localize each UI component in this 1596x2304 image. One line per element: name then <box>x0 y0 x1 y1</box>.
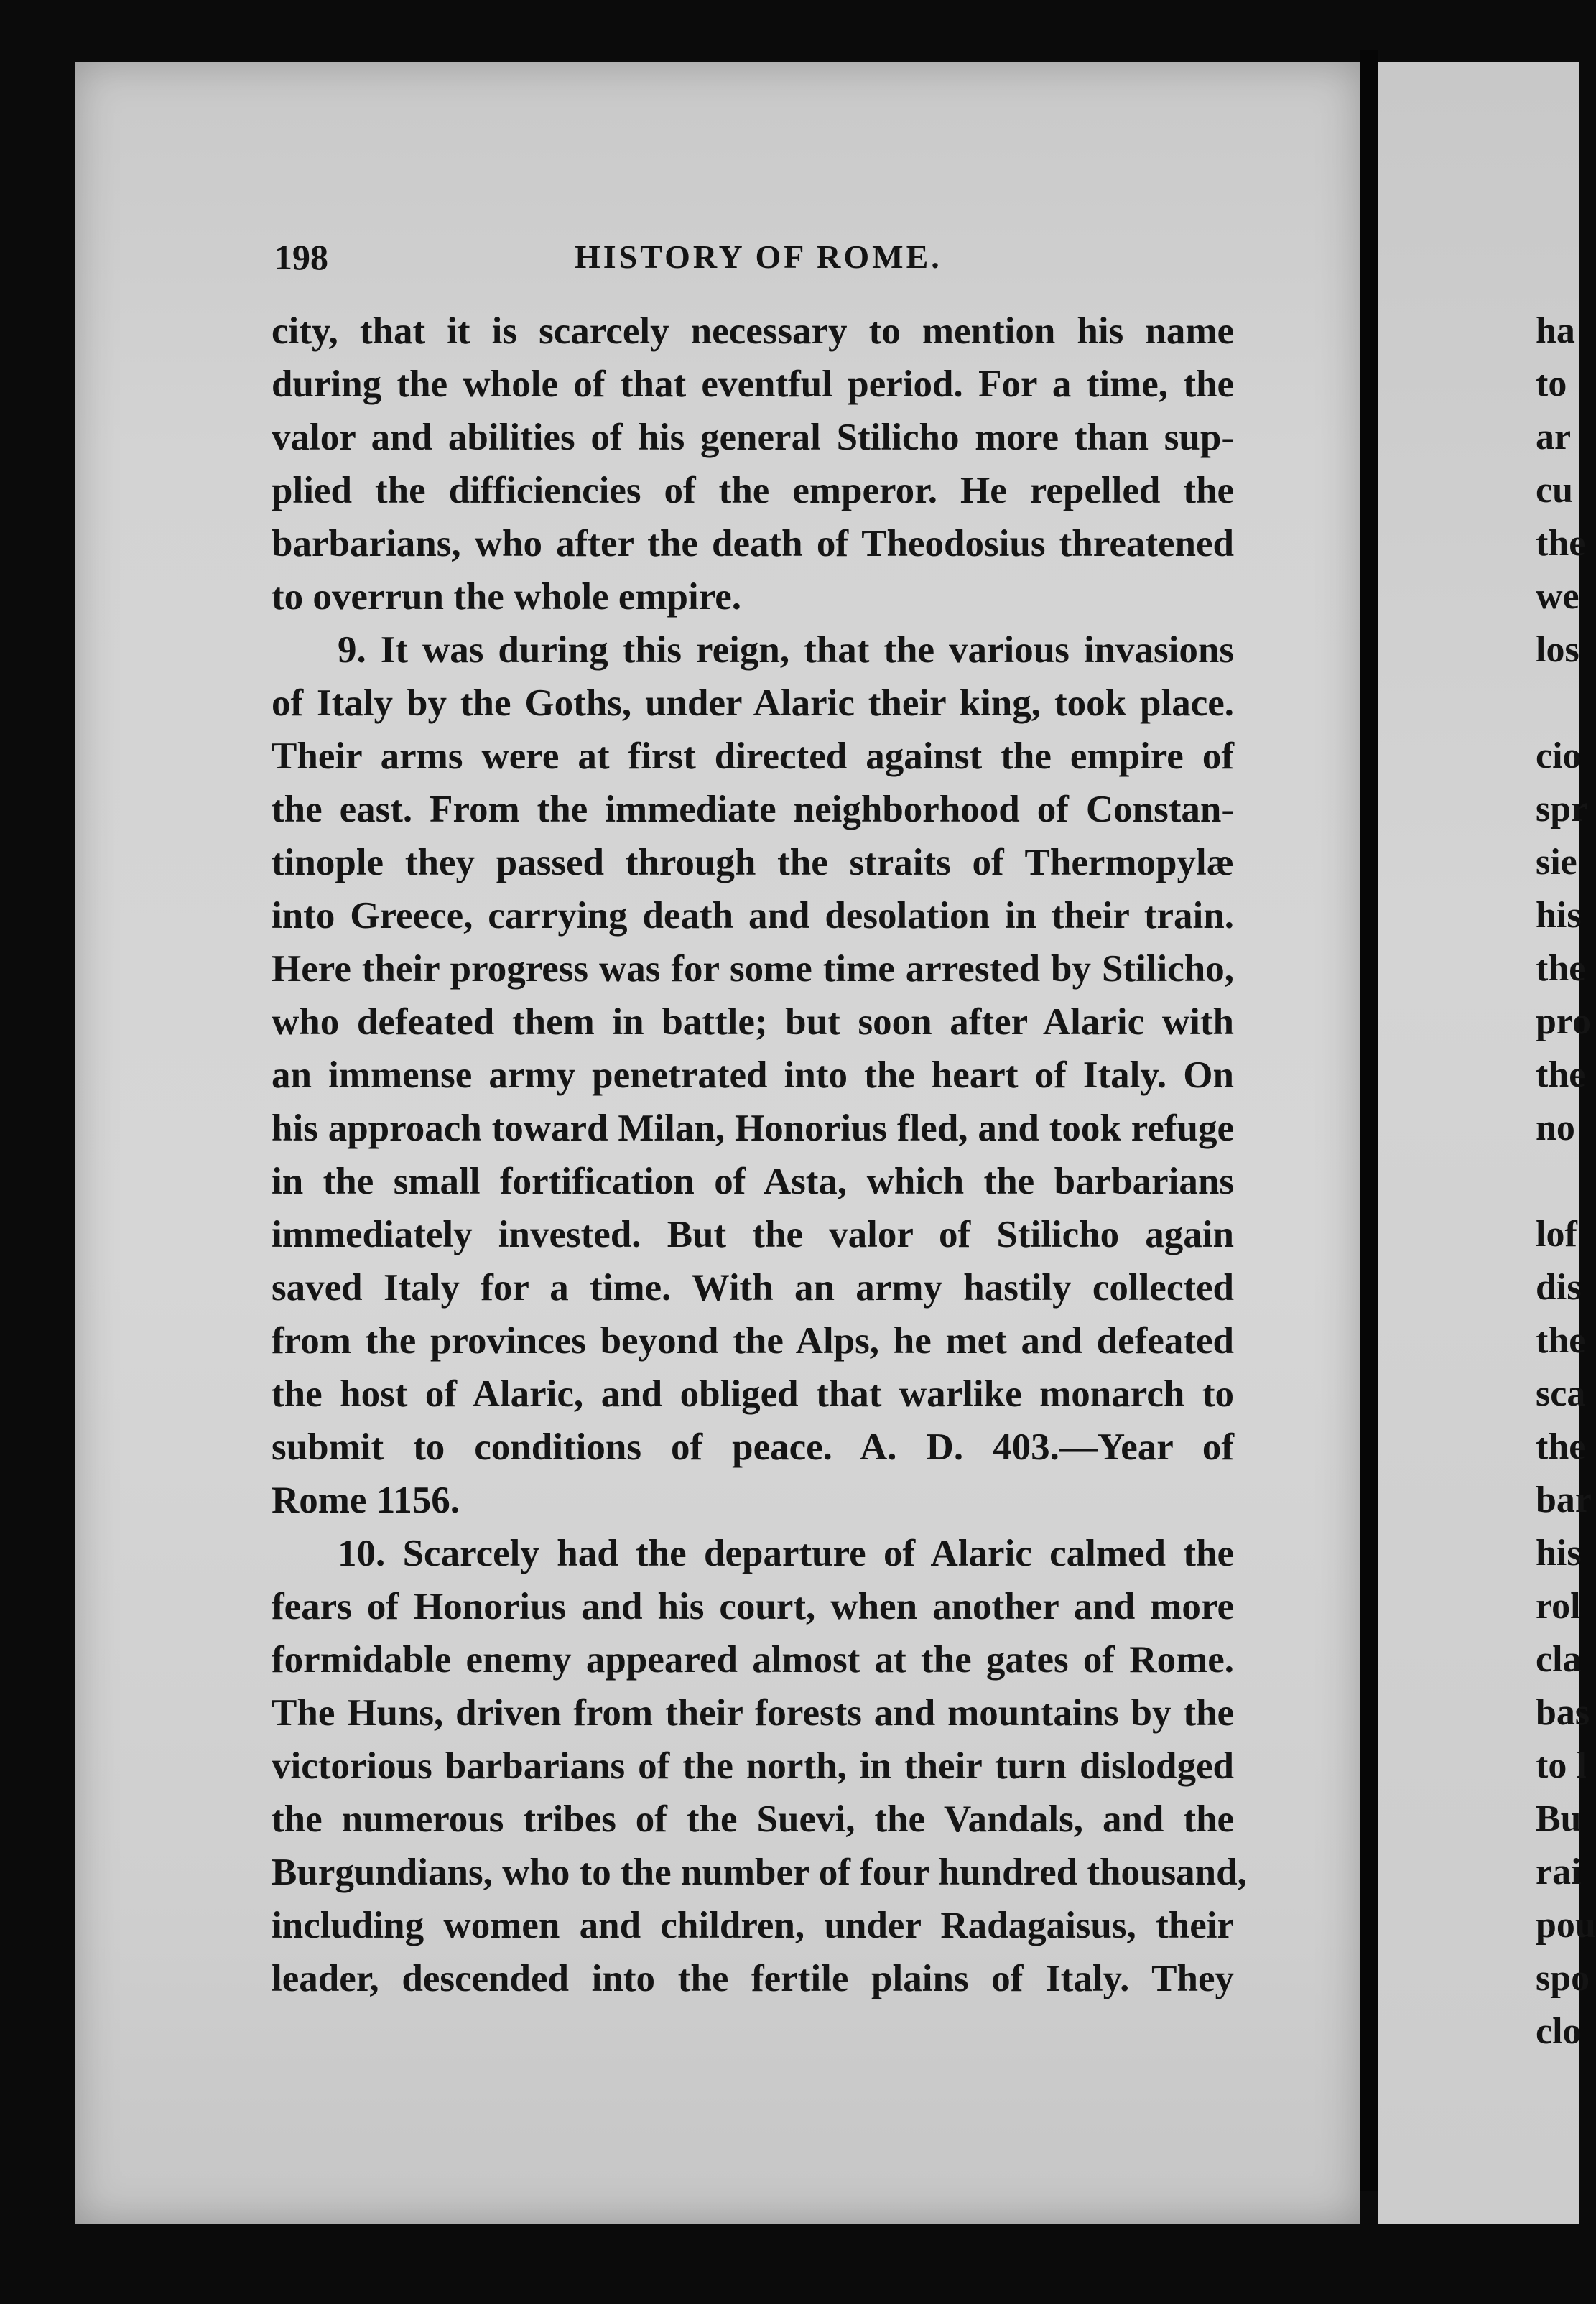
text-line: submit to conditions of peace. A. D. 403.—Year of <box>272 1426 1234 1468</box>
facing-page-fragments <box>1536 305 1596 2058</box>
facing-page-fragment: no <box>1536 1107 1575 1148</box>
facing-page-fragment: to <box>1536 363 1567 404</box>
text-line: his approach toward Milan, Honorius fled, and took refuge <box>272 1107 1234 1149</box>
text-line: who defeated them in battle; but soon after Alaric with <box>272 1001 1234 1043</box>
text-line: 9. It was during this reign, that the various invasions <box>338 629 1234 671</box>
text-line: The Huns, driven from their forests and mountains by the <box>272 1692 1234 1734</box>
text-line: victorious barbarians of the north, in their turn dislodged <box>272 1745 1234 1787</box>
running-title: HISTORY OF ROME. <box>575 238 942 275</box>
facing-page-fragment: the <box>1536 523 1586 564</box>
text-line: 10. Scarcely had the departure of Alaric calmed the <box>338 1533 1234 1574</box>
facing-page-fragment: cla <box>1536 1639 1582 1680</box>
facing-page-fragment <box>1536 1155 1579 1208</box>
text-line: fears of Honorius and his court, when another and more <box>272 1586 1234 1627</box>
text-line: in the small fortification of Asta, which the barbarians <box>272 1161 1234 1202</box>
facing-page-fragment: ar <box>1536 417 1572 457</box>
facing-page-fragment: ha <box>1536 310 1575 351</box>
facing-page-fragment: lof <box>1536 1214 1577 1255</box>
text-line: immediately invested. But the valor of Stilicho again <box>272 1214 1234 1255</box>
facing-page-fragment: spo <box>1536 1958 1590 1999</box>
text-line: city, that it is scarcely necessary to mention his name <box>272 310 1234 352</box>
text-line: to overrun the whole empire. <box>272 576 742 618</box>
book-gutter <box>1360 50 1378 2191</box>
text-line: an immense army penetrated into the heart of Italy. On <box>272 1054 1234 1096</box>
facing-page-fragment: cu <box>1536 470 1573 511</box>
facing-page-fragment: the <box>1536 948 1586 989</box>
text-line: leader, descended into the fertile plains of Italy. They <box>272 1958 1234 1999</box>
text-line: including women and children, under Radagaisus, their <box>272 1905 1234 1946</box>
text-line: the east. From the immediate neighborhood of Constan- <box>272 789 1234 830</box>
text-line: the host of Alaric, and obliged that warlike monarch to <box>272 1373 1234 1415</box>
facing-page-fragment: his <box>1536 1533 1582 1574</box>
facing-page-fragment: rai <box>1536 1852 1582 1892</box>
text-line: barbarians, who after the death of Theodosius threatened <box>272 523 1234 565</box>
text-line: of Italy by the Goths, under Alaric their king, took place. <box>272 682 1234 724</box>
text-line: Burgundians, who to the number of four hundred thousand, <box>272 1852 1247 1893</box>
facing-page-fragment: dis <box>1536 1267 1582 1308</box>
facing-page-fragment: the <box>1536 1054 1586 1095</box>
text-line: Their arms were at first directed against the empire of <box>272 735 1234 777</box>
facing-page-fragment: Bu <box>1536 1798 1582 1839</box>
facing-page-fragment: the <box>1536 1426 1586 1467</box>
text-line: the numerous tribes of the Suevi, the Vandals, and the <box>272 1798 1234 1840</box>
facing-page-fragment <box>1536 677 1579 730</box>
facing-page-fragment: pro <box>1536 1001 1592 1042</box>
facing-page-fragment: bas <box>1536 1692 1590 1733</box>
text-line: into Greece, carrying death and desolation in their train. <box>272 895 1234 937</box>
facing-page-fragment: sca <box>1536 1373 1586 1414</box>
text-line: formidable enemy appeared almost at the gates of Rome. <box>272 1639 1234 1681</box>
facing-page-fragment: bar <box>1536 1480 1592 1520</box>
page-number: 198 <box>274 237 328 277</box>
facing-page-fragment: we <box>1536 576 1579 617</box>
facing-page-fragment: sie <box>1536 842 1577 883</box>
facing-page-fragment: his <box>1536 895 1582 936</box>
text-line: Here their progress was for some time arrested by Stilicho, <box>272 948 1234 990</box>
text-line: plied the difficiencies of the emperor. He repelled the <box>272 470 1234 511</box>
text-line: saved Italy for a time. With an army hastily collected <box>272 1267 1234 1309</box>
text-line: tinople they passed through the straits of Thermopylæ <box>272 842 1234 883</box>
facing-page-fragment: the <box>1536 1320 1586 1361</box>
text-line: from the provinces beyond the Alps, he met and defeated <box>272 1320 1234 1362</box>
facing-page-fragment: to l <box>1536 1745 1587 1786</box>
body-text <box>272 305 1247 2005</box>
facing-page-fragment: spr <box>1536 789 1588 830</box>
text-line: valor and abilities of his general Stilicho more than sup- <box>272 417 1234 458</box>
facing-page-fragment: pou <box>1536 1905 1596 1946</box>
facing-page-fragment: los <box>1536 629 1579 670</box>
text-line: Rome 1156. <box>272 1480 460 1521</box>
facing-page-fragment: cio <box>1536 735 1582 776</box>
facing-page-fragment: rol <box>1536 1586 1581 1627</box>
text-line: during the whole of that eventful period. For a time, the <box>272 363 1234 405</box>
facing-page-fragment: clo <box>1536 2011 1582 2052</box>
